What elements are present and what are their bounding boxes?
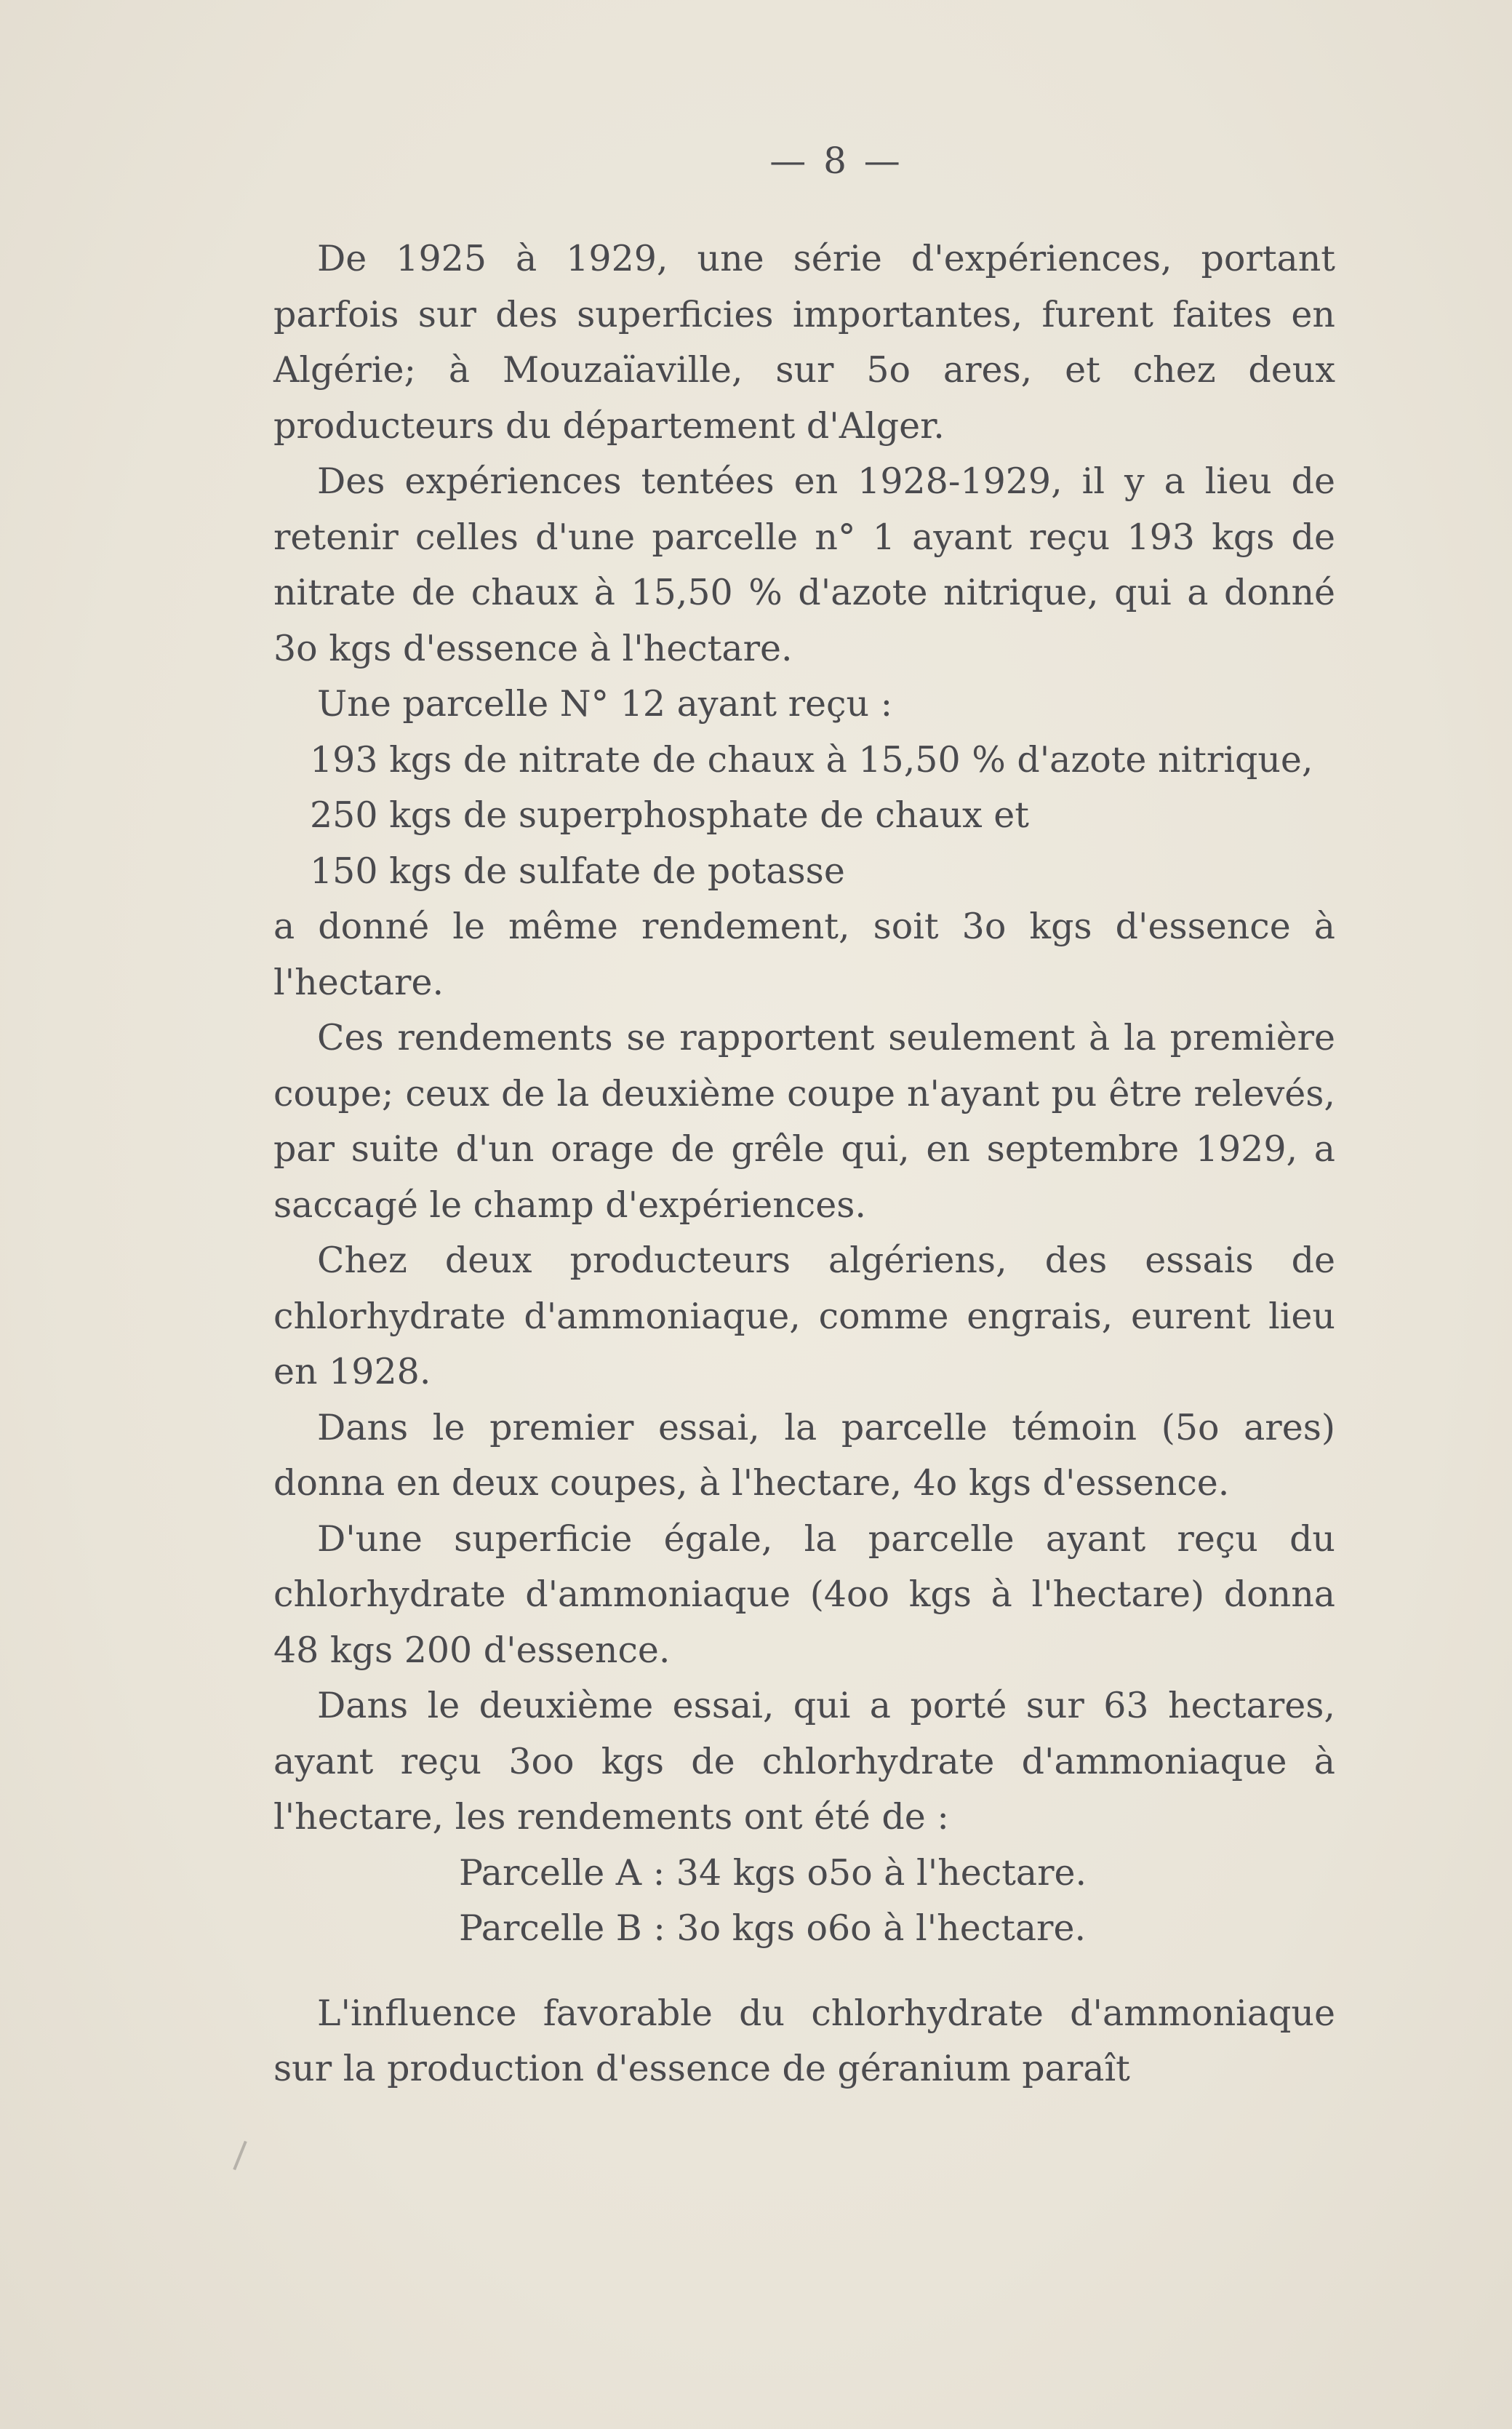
paragraph-1: De 1925 à 1929, une série d'expériences, portant parfois sur des superficies importantes, furent faites en Algérie; à Mouzaïaville, sur 5o ares, et chez deux producteurs du département d'Alger. bbox=[273, 238, 1335, 447]
body-text bbox=[273, 231, 1335, 2097]
paragraph-5: Ces rendements se rapportent seulement à la première coupe; ceux de la deuxième coupe n'ayant pu être relevés, par suite d'un orage de grêle qui, en septembre 1929, a saccagé le champ d'expériences. bbox=[273, 1017, 1335, 1226]
paragraph-2: Des expériences tentées en 1928-1929, il y a lieu de retenir celles d'une parcelle n° 1 ayant reçu 193 kgs de nitrate de chaux à 15,50 % d'azote nitrique, qui a donné 3o kgs d'essence à l'hectare. bbox=[273, 460, 1335, 669]
parcel-a: Parcelle A : 34 kgs o5o à l'hectare. bbox=[459, 1851, 1087, 1894]
list-item-nitrate: 193 kgs de nitrate de chaux à 15,50 % d'azote nitrique, bbox=[310, 738, 1313, 781]
paragraph-9: Dans le deuxième essai, qui a porté sur 63 hectares, ayant reçu 3oo kgs de chlorhydrate d'ammoniaque à l'hectare, les rendements ont été de : bbox=[273, 1685, 1335, 1838]
paragraph-7: Dans le premier essai, la parcelle témoin (5o ares) donna en deux coupes, à l'hectare, 4o kgs d'essence. bbox=[273, 1406, 1335, 1504]
paragraph-4: a donné le même rendement, soit 3o kgs d'essence à l'hectare. bbox=[273, 906, 1335, 1003]
list-item-potasse: 150 kgs de sulfate de potasse bbox=[310, 850, 845, 892]
paragraph-3: Une parcelle N° 12 ayant reçu : bbox=[317, 683, 893, 725]
paragraph-8: D'une superficie égale, la parcelle ayant reçu du chlorhydrate d'ammoniaque (4oo kgs à l'hectare) donna 48 kgs 200 d'essence. bbox=[273, 1517, 1335, 1671]
page-number: — 8 — bbox=[769, 140, 903, 182]
pencil-mark bbox=[233, 2141, 247, 2170]
spacer bbox=[273, 1957, 1335, 1986]
parcel-b: Parcelle B : 3o kgs o6o à l'hectare. bbox=[459, 1907, 1087, 1949]
list-item-superphosphate: 250 kgs de superphosphate de chaux et bbox=[310, 794, 1029, 836]
paragraph-6: Chez deux producteurs algériens, des essais de chlorhydrate d'ammoniaque, comme engrais, eurent lieu en 1928. bbox=[273, 1240, 1335, 1392]
closing-paragraph: L'influence favorable du chlorhydrate d'ammoniaque sur la production d'essence de géranium paraît bbox=[273, 1992, 1335, 2089]
